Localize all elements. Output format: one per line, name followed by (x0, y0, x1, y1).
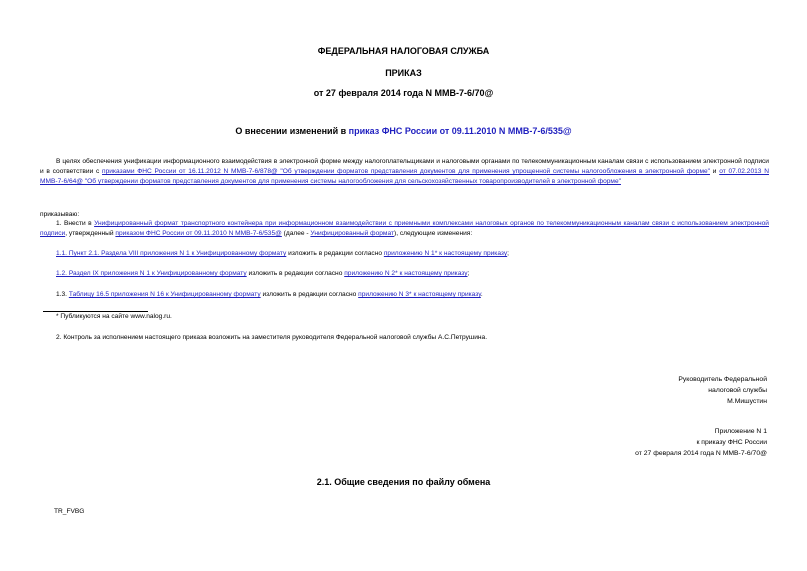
item-1-text-3: (далее - (281, 230, 311, 237)
preamble-paragraph (40, 157, 769, 187)
signature-block (678, 374, 767, 407)
item-1-paragraph (40, 219, 769, 239)
preamble-link-2[interactable]: от 07.02.2013 N ММВ-7-6/64@ "Об утверждении форматов представления документов для применения системы налогообложения для сельскохозяйственных товаропроизводителей в электронной форме" (40, 168, 769, 185)
doc-type: ПРИКАЗ (385, 68, 422, 78)
subject-title (0, 126, 807, 136)
sub-item-1-3-num: 1.3. (56, 291, 69, 298)
subject-prefix: О внесении изменений в (235, 126, 349, 136)
sub-item-1-3 (56, 290, 483, 300)
signature-line-1: Руководитель Федеральной (678, 376, 767, 383)
sub-item-1-1-appendix-link[interactable]: приложению N 1* к настоящему приказу (383, 250, 508, 257)
sub-item-1-3-appendix-link[interactable]: приложению N 3* к настоящему приказу (358, 291, 481, 298)
signature-line-2: налоговой службы (708, 387, 767, 394)
footnote: * Публикуются на сайте www.nalog.ru. (56, 313, 172, 320)
sub-item-1-1-link[interactable]: 1.1. Пункт 2.1. Раздела VIII приложения N 1 к Унифицированному формату (56, 250, 287, 257)
item-2-paragraph: 2. Контроль за исполнением настоящего приказа возложить на заместителя руководителя Федеральной налоговой службы А.С.Петрушина. (56, 334, 488, 341)
order-word: приказываю: (40, 211, 80, 218)
preamble-text-2: и (710, 168, 720, 175)
signature-name: М.Мишустин (727, 398, 767, 405)
sub-item-1-2-text: изложить в редакции согласно (246, 270, 345, 277)
item-1-text-4: ), следующие изменения: (394, 230, 473, 237)
item-1-text-2: , утвержденный (65, 230, 116, 237)
sub-item-1-3-link[interactable]: Таблицу 16.5 приложения N 16 к Унифицированному формату (68, 291, 261, 298)
sub-item-1-2-appendix-link[interactable]: приложению N 2* к настоящему приказу (344, 270, 468, 277)
appendix-line-3: от 27 февраля 2014 года N ММВ-7-6/70@ (635, 450, 767, 457)
section-title: 2.1. Общие сведения по файлу обмена (316, 477, 491, 487)
sub-item-1-3-text: изложить в редакции согласно (260, 291, 359, 298)
item-1-link-format[interactable]: Унифицированный формат транспортного контейнера при информационном взаимодействии с приемными комплексами налоговых органов по телекоммуникационным каналам связи с использованием электронной подписи (40, 220, 769, 237)
element-code: TR_FVBG (54, 508, 85, 515)
sub-item-1-3-end: . (480, 291, 483, 298)
appendix-line-1: Приложение N 1 (714, 428, 767, 435)
preamble-link-1[interactable]: приказами ФНС России от 16.11.2012 N ММВ-7-6/878@ "Об утверждении форматов представления документов для применения упрощенной системы налогообложения в электронной форме" (102, 168, 711, 175)
sub-item-1-2 (56, 269, 469, 279)
sub-item-1-1-text: изложить в редакции согласно (286, 250, 384, 257)
sub-item-1-2-end: ; (467, 270, 470, 277)
item-1-link-unified[interactable]: Унифицированный формат (310, 230, 395, 237)
appendix-line-2: к приказу ФНС России (696, 439, 767, 446)
appendix-block (635, 426, 767, 459)
sub-item-1-1-end: ; (507, 250, 510, 257)
subject-link[interactable]: приказ ФНС России от 09.11.2010 N ММВ-7-6/535@ (348, 126, 572, 136)
org-title: ФЕДЕРАЛЬНАЯ НАЛОГОВАЯ СЛУЖБА (317, 46, 490, 56)
item-1-text-1: 1. Внести в (56, 220, 95, 227)
preamble-text-1: В целях обеспечения унификации информационного взаимодействия в электронной форме между налогоплательщиками и налоговыми органами по телекоммуникационным каналам связи с использованием электронной подписи и в соответствии с (40, 158, 769, 175)
doc-date-number: от 27 февраля 2014 года N ММВ-7-6/70@ (313, 88, 494, 98)
sub-item-1-1 (56, 249, 509, 259)
sub-item-1-2-link[interactable]: 1.2. Раздел IX приложения N 1 к Унифицированному формату (56, 270, 247, 277)
item-1-link-order[interactable]: приказом ФНС России от 09.11.2010 N ММВ-7-6/535@ (115, 230, 282, 237)
